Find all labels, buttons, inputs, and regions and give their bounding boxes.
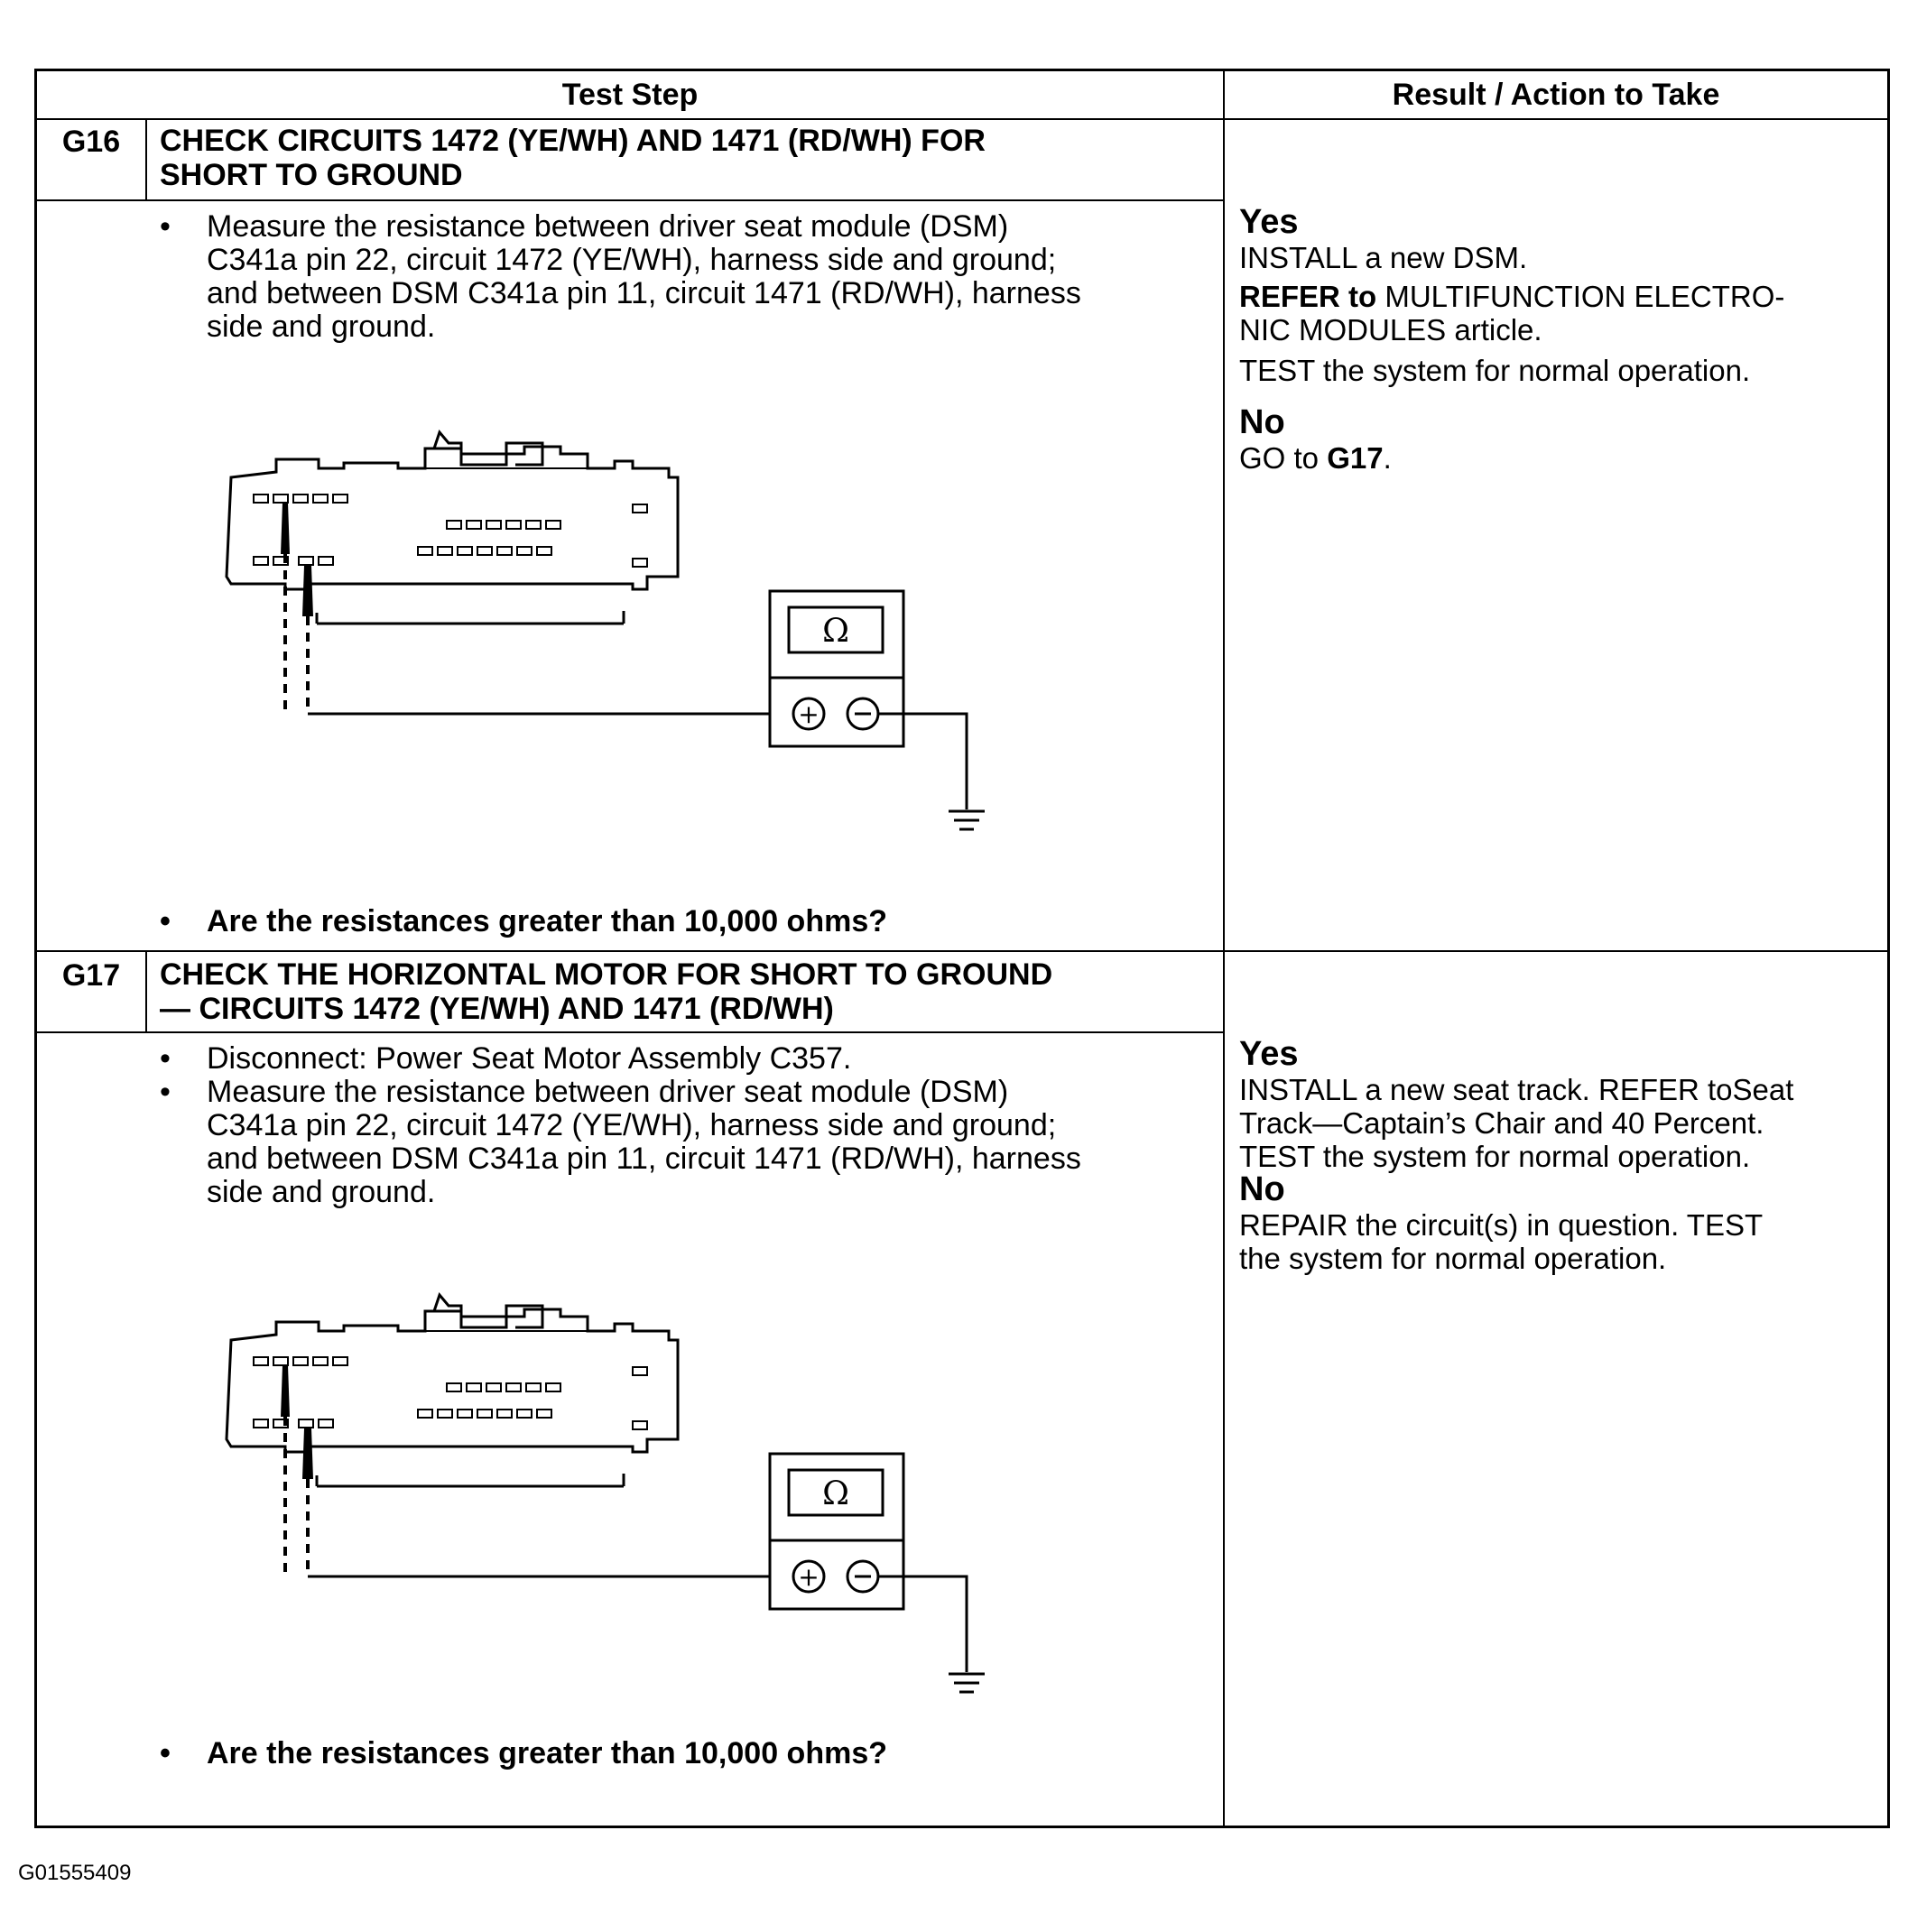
plus-sign: + xyxy=(798,699,820,729)
step-id-g16: G16 xyxy=(61,125,121,159)
result-line: Track—Captain’s Chair and 40 Percent. xyxy=(1239,1106,1764,1140)
step-title-line: CHECK CIRCUITS 1472 (YE/WH) AND 1471 (RD/WH) FOR xyxy=(160,124,986,158)
diagnostic-test-table xyxy=(34,69,1890,1828)
step-title-line: — CIRCUITS 1472 (YE/WH) AND 1471 (RD/WH) xyxy=(160,992,834,1026)
result-yes-label-g16: Yes xyxy=(1239,203,1299,241)
result-no-text-g17 xyxy=(1239,1208,1880,1275)
instruction-line: and between DSM C341a pin 11, circuit 1471 (RD/WH), harness xyxy=(207,276,1081,310)
result-line: NIC MODULES article. xyxy=(1239,313,1542,347)
column-divider xyxy=(1223,71,1225,1826)
bullet-dot: • xyxy=(160,1075,171,1109)
ohm-symbol: Ω xyxy=(822,1475,849,1512)
header-test-step: Test Step xyxy=(561,78,699,112)
goto-prefix: GO to xyxy=(1239,441,1328,475)
result-line: INSTALL a new seat track. REFER toSeat xyxy=(1239,1073,1794,1106)
connector-meter-diagram-g17 xyxy=(37,71,1223,1831)
step-title-line: SHORT TO GROUND xyxy=(160,158,463,192)
probe-pin-11 xyxy=(302,1428,313,1479)
instruction-line: C341a pin 22, circuit 1472 (YE/WH), harness side and ground; xyxy=(207,1108,1057,1142)
bullet-dot: • xyxy=(160,1041,171,1076)
instruction-line: C341a pin 22, circuit 1472 (YE/WH), harness side and ground; xyxy=(207,243,1057,277)
instruction-line: side and ground. xyxy=(207,1175,436,1209)
result-no-label-g17: No xyxy=(1239,1170,1285,1208)
question-text: Are the resistances greater than 10,000 ohms? xyxy=(207,1736,887,1770)
result-no-label-g16: No xyxy=(1239,403,1285,441)
ground-symbol xyxy=(949,1674,985,1692)
bullet-dot: • xyxy=(160,904,171,938)
goto-suffix: . xyxy=(1383,441,1392,475)
pin-row xyxy=(254,1357,647,1429)
bullet-dot: • xyxy=(160,1736,171,1770)
result-line: TEST the system for normal operation. xyxy=(1239,1140,1751,1173)
result-no-text-g16 xyxy=(1239,441,1392,475)
result-line: REPAIR the circuit(s) in question. TEST xyxy=(1239,1208,1764,1242)
probe-pin-22 xyxy=(281,1365,290,1417)
result-line: TEST the system for normal operation. xyxy=(1239,354,1751,387)
refer-emphasis: REFER to xyxy=(1239,280,1377,313)
result-yes-text-g16 xyxy=(1239,241,1880,387)
ohm-symbol: Ω xyxy=(822,613,849,650)
goto-step-link[interactable]: G17 xyxy=(1327,441,1384,475)
header-result-action: Result / Action to Take xyxy=(1392,78,1720,112)
step-id-g17: G17 xyxy=(61,958,121,993)
instruction-line: Disconnect: Power Seat Motor Assembly C357. xyxy=(207,1041,852,1076)
instruction-line: and between DSM C341a pin 11, circuit 1471 (RD/WH), harness xyxy=(207,1142,1081,1176)
figure-code: G01555409 xyxy=(18,1861,132,1885)
result-yes-text-g17 xyxy=(1239,1073,1887,1173)
step-title-line: CHECK THE HORIZONTAL MOTOR FOR SHORT TO GROUND xyxy=(160,957,1053,992)
result-line: INSTALL a new DSM. xyxy=(1239,241,1528,274)
result-yes-label-g17: Yes xyxy=(1239,1035,1299,1073)
question-text: Are the resistances greater than 10,000 ohms? xyxy=(207,904,887,938)
instruction-line: side and ground. xyxy=(207,310,436,344)
result-line xyxy=(1239,280,1880,313)
bullet-dot: • xyxy=(160,209,171,244)
plus-sign: + xyxy=(798,1562,820,1592)
result-line: the system for normal operation. xyxy=(1239,1242,1667,1275)
refer-target: MULTIFUNCTION ELECTRO- xyxy=(1376,280,1785,313)
instruction-line: Measure the resistance between driver seat module (DSM) xyxy=(207,1075,1009,1109)
instruction-line: Measure the resistance between driver seat module (DSM) xyxy=(207,209,1009,244)
